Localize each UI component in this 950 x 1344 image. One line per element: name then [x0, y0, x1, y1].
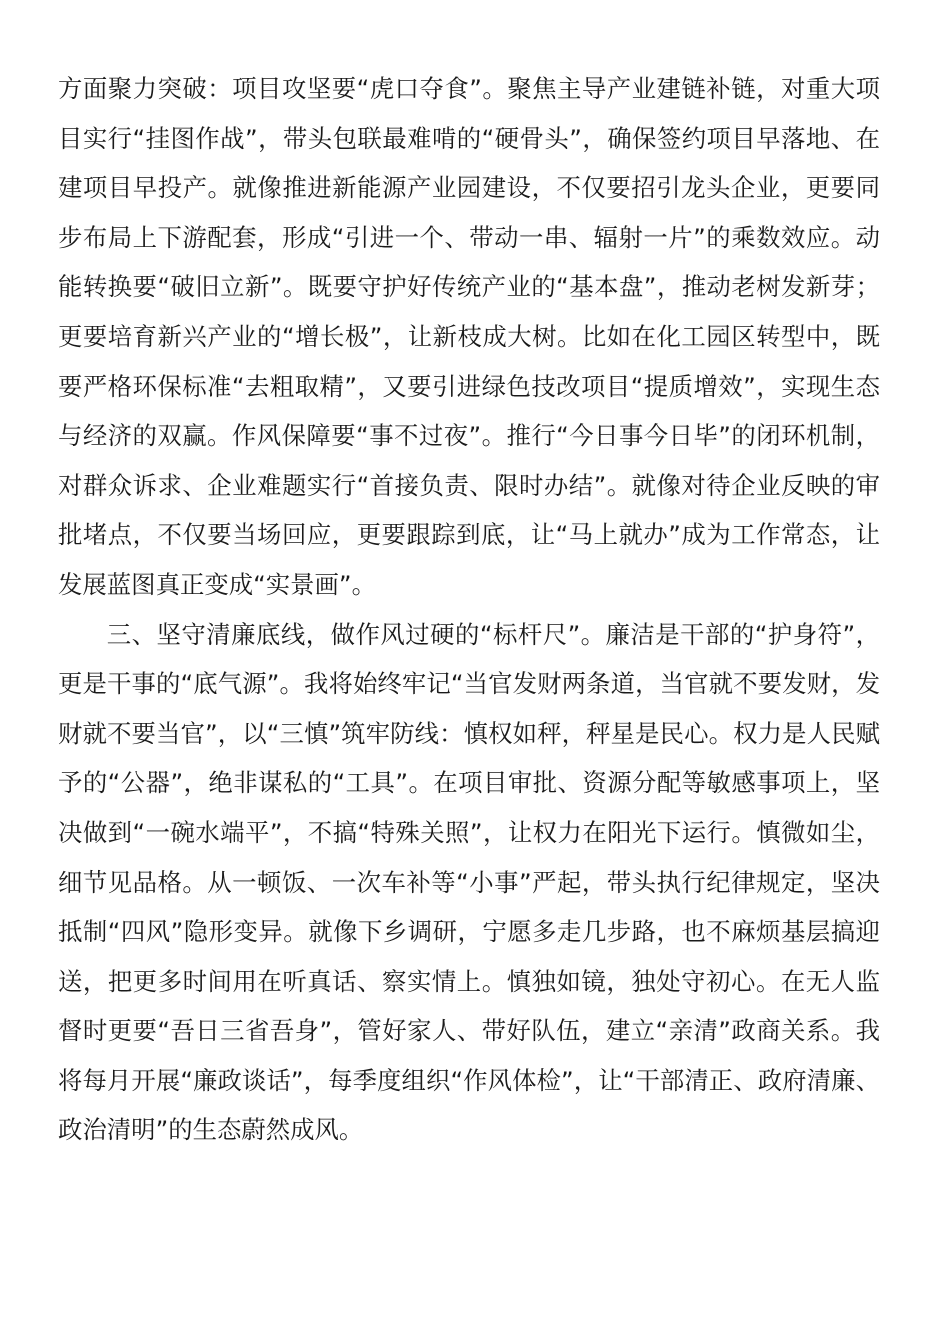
paragraph-integrity-bottom-line: 三、坚守清廉底线，做作风过硬的“标杆尺”。廉洁是干部的“护身符”，更是干事的“底气源”。我将始终牢记“当官发财两条道，当官就不要发财，发财就不要当官”，以“三慎”筑牢防线：慎权如秤，秤星是民心。权力是人民赋予的“公器”，绝非谋私的“工具”。在项目审批、资源分配等敏感事项上，坚决做到“一碗水端平”，不搞“特殊关照”，让权力在阳光下运行。慎微如尘，细节见品格。从一顿饭、一次车补等“小事”严起，带头执行纪律规定，坚决抵制“四风”隐形变异。就像下乡调研，宁愿多走几步路，也不麻烦基层搞迎送，把更多时间用在听真话、察实情上。慎独如镜，独处守初心。在无人监督时更要“吾日三省吾身”，管好家人、带好队伍，建立“亲清”政商关系。我将每月开展“廉政谈话”，每季度组织“作风体检”，让“干部清正、政府清廉、政治清明”的生态蔚然成风。 [58, 619, 880, 1145]
document-page [58, 64, 880, 1155]
paragraph-project-breakthrough: 方面聚力突破：项目攻坚要“虎口夺食”。聚焦主导产业建链补链，对重大项目实行“挂图作战”，带头包联最难啃的“硬骨头”，确保签约项目早落地、在建项目早投产。就像推进新能源产业园建设，不仅要招引龙头企业，更要同步布局上下游配套，形成“引进一个、带动一串、辐射一片”的乘数效应。动能转换要“破旧立新”。既要守护好传统产业的“基本盘”，推动老树发新芽；更要培育新兴产业的“增长极”，让新枝成大树。比如在化工园区转型中，既要严格环保标准“去粗取精”，又要引进绿色技改项目“提质增效”，实现生态与经济的双赢。作风保障要“事不过夜”。推行“今日事今日毕”的闭环机制，对群众诉求、企业难题实行“首接负责、限时办结”。就像对待企业反映的审批堵点，不仅要当场回应，更要跟踪到底，让“马上就办”成为工作常态，让发展蓝图真正变成“实景画”。 [58, 74, 880, 599]
